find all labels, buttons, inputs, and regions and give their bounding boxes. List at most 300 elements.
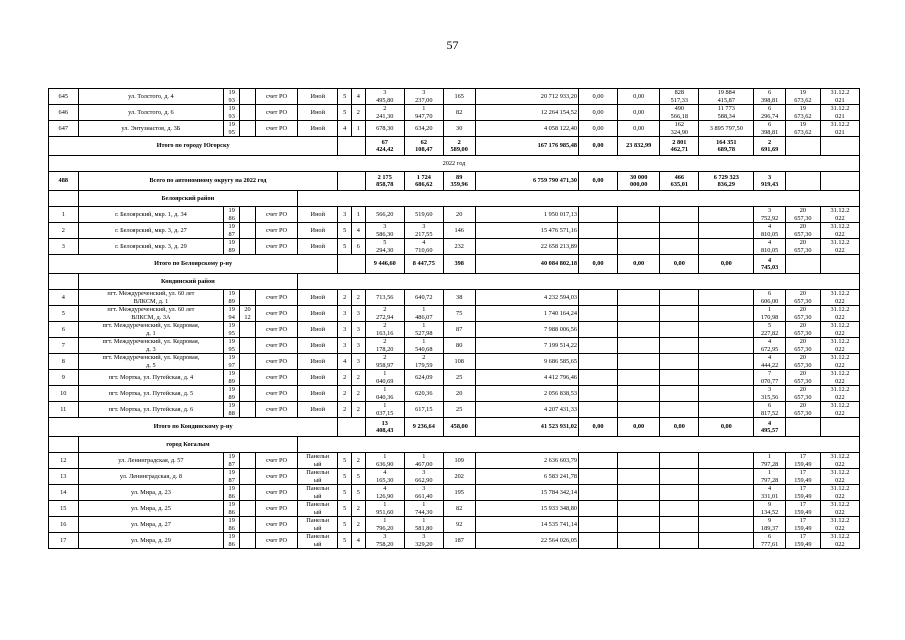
living-area: 1 467,00 [404, 453, 443, 469]
total-cost: 1 740 164,24 [475, 306, 578, 322]
limit-cost: 17 159,49 [785, 469, 820, 485]
account-type: счет РО [255, 306, 297, 322]
row-number: 4 [49, 290, 79, 306]
year-commission [240, 533, 256, 549]
local-cost [660, 354, 699, 370]
living-area: 9 236,64 [404, 418, 443, 437]
local-cost [660, 306, 699, 322]
fund-cost [579, 386, 618, 402]
limit-cost: 19 673,62 [785, 121, 820, 137]
budget-cost: 0,00 [618, 89, 660, 105]
fund-cost: 0,00 [579, 89, 618, 105]
year-commission [240, 89, 256, 105]
total-area: 4 126,90 [365, 485, 404, 501]
total-cost: 7 988 006,56 [475, 322, 578, 338]
residents: 20 [443, 207, 475, 223]
row-number: 9 [49, 370, 79, 386]
floors: 3 [338, 207, 352, 223]
spacer [49, 274, 79, 290]
account-type: счет РО [255, 105, 297, 121]
total-cost: 41 523 931,02 [475, 418, 578, 437]
unit-cost: 4 672,95 [754, 338, 786, 354]
year: 19 89 [224, 386, 240, 402]
total-cost: 15 784 342,14 [475, 485, 578, 501]
section-title: город Когалым [78, 437, 298, 453]
total-area: 1 796,20 [365, 517, 404, 533]
row-number: 17 [49, 533, 79, 549]
unit-cost: 4 810,05 [754, 239, 786, 255]
owners-cost: 6 729 323 836,29 [699, 172, 754, 191]
limit-cost: 20 657,30 [785, 402, 820, 418]
budget-cost [618, 338, 660, 354]
year-commission [240, 469, 256, 485]
owners-cost: 164 351 689,78 [699, 137, 754, 156]
wall-type: Панельн ый [298, 453, 338, 469]
total-cost: 6 759 790 471,30 [475, 172, 578, 191]
row-number: 1 [49, 207, 79, 223]
fund-cost [579, 306, 618, 322]
limit-cost: 20 657,30 [785, 370, 820, 386]
local-cost: 490 566,18 [660, 105, 699, 121]
total-area: 3 586,30 [365, 223, 404, 239]
table-row [49, 121, 860, 137]
wall-type: Иной [298, 290, 338, 306]
owners-cost: 3 895 797,50 [699, 121, 754, 137]
total-cost: 14 535 741,14 [475, 517, 578, 533]
row-number: 12 [49, 453, 79, 469]
owners-cost [699, 402, 754, 418]
living-area: 3 237,00 [404, 89, 443, 105]
fund-cost [579, 370, 618, 386]
deadline: 31.12.2 022 [820, 469, 859, 485]
budget-cost [618, 469, 660, 485]
table-row [49, 354, 860, 370]
residents: 398 [443, 255, 475, 274]
wall-type: Иной [298, 207, 338, 223]
wall-type: Иной [298, 386, 338, 402]
budget-cost: 23 832,99 [618, 137, 660, 156]
table-row [49, 453, 860, 469]
year: 19 94 [224, 306, 240, 322]
limit-cost: 20 657,30 [785, 207, 820, 223]
row-number: 645 [49, 89, 79, 105]
wall-type: Иной [298, 402, 338, 418]
year: 19 95 [224, 121, 240, 137]
address: ул. Мира, д. 27 [78, 517, 224, 533]
year: 19 86 [224, 517, 240, 533]
owners-cost [699, 386, 754, 402]
fund-cost [579, 354, 618, 370]
budget-cost [618, 290, 660, 306]
spacer [49, 437, 79, 453]
address: ул. Энтузиастов, д. 3Б [78, 121, 224, 137]
year: 19 95 [224, 322, 240, 338]
owners-cost [699, 501, 754, 517]
total-cost: 15 933 348,80 [475, 501, 578, 517]
local-cost [660, 485, 699, 501]
wall-type: Иной [298, 89, 338, 105]
address: г. Белоярский, мкр. 1, д. 34 [78, 207, 224, 223]
floors: 5 [338, 501, 352, 517]
address: пгт. Междуреченский, ул. Кедровая, д. 3 [78, 338, 224, 354]
deadline: 31.12.2 022 [820, 223, 859, 239]
row-number: 11 [49, 402, 79, 418]
residents: 75 [443, 306, 475, 322]
deadline: 31.12.2 022 [820, 386, 859, 402]
floors: 3 [338, 306, 352, 322]
floors: 5 [338, 469, 352, 485]
local-cost [660, 517, 699, 533]
deadline: 31.12.2 022 [820, 453, 859, 469]
address: ул. Ленинградская, д. 57 [78, 453, 224, 469]
fund-cost: 0,00 [579, 172, 618, 191]
limit-cost: 20 657,30 [785, 239, 820, 255]
local-cost [660, 338, 699, 354]
living-area: 519,60 [404, 207, 443, 223]
entrances: 2 [352, 402, 366, 418]
table-row [49, 322, 860, 338]
living-area: 1 724 686,62 [404, 172, 443, 191]
year-commission [240, 386, 256, 402]
budget-cost [618, 370, 660, 386]
deadline: 31.12.2 022 [820, 322, 859, 338]
limit-cost: 19 673,62 [785, 89, 820, 105]
total-area: 2 163,16 [365, 322, 404, 338]
total-area: 1 040,69 [365, 370, 404, 386]
fund-cost [579, 207, 618, 223]
owners-cost [699, 453, 754, 469]
limit-cost: 20 657,30 [785, 290, 820, 306]
table-row [49, 338, 860, 354]
year-commission [240, 121, 256, 137]
residents: 20 [443, 386, 475, 402]
year: 19 87 [224, 469, 240, 485]
year-commission [240, 322, 256, 338]
total-area: 2 958,97 [365, 354, 404, 370]
row-number: 6 [49, 322, 79, 338]
floors: 2 [338, 386, 352, 402]
wall-type: Панельн ый [298, 517, 338, 533]
total-cost: 167 176 985,48 [475, 137, 578, 156]
local-cost [660, 533, 699, 549]
local-cost [660, 322, 699, 338]
owners-cost [699, 517, 754, 533]
residents: 25 [443, 402, 475, 418]
floors: 5 [338, 239, 352, 255]
floors: 4 [338, 121, 352, 137]
budget-cost [618, 306, 660, 322]
spacer [49, 191, 79, 207]
floors: 5 [338, 223, 352, 239]
floors: 5 [338, 517, 352, 533]
year-commission [240, 485, 256, 501]
unit-cost: 2 691,69 [754, 137, 786, 156]
total-area: 2 241,30 [365, 105, 404, 121]
row-number: 5 [49, 306, 79, 322]
unit-cost: 4 745,03 [754, 255, 786, 274]
year-commission [240, 338, 256, 354]
local-cost [660, 207, 699, 223]
owners-cost: 11 773 588,34 [699, 105, 754, 121]
deadline: 31.12.2 021 [820, 121, 859, 137]
total-area: 2 272,94 [365, 306, 404, 322]
residents: 92 [443, 517, 475, 533]
address: ул. Мира, д. 29 [78, 533, 224, 549]
total-area: 4 165,30 [365, 469, 404, 485]
local-cost [660, 501, 699, 517]
deadline: 31.12.2 022 [820, 517, 859, 533]
local-cost [660, 290, 699, 306]
total-row-kondinsky [49, 418, 860, 437]
living-area: 1 581,80 [404, 517, 443, 533]
owners-cost [699, 354, 754, 370]
blank [338, 418, 365, 437]
deadline [820, 172, 859, 191]
total-area: 566,20 [365, 207, 404, 223]
total-label: Итого по Белоярскому р-ну [49, 255, 338, 274]
owners-cost: 0,00 [699, 418, 754, 437]
row-number: 8 [49, 354, 79, 370]
limit-cost: 17 159,49 [785, 533, 820, 549]
floors: 2 [338, 402, 352, 418]
wall-type: Панельн ый [298, 533, 338, 549]
fund-cost [579, 239, 618, 255]
wall-type: Панельн ый [298, 485, 338, 501]
year-commission [240, 290, 256, 306]
page-number: 57 [446, 38, 459, 52]
address: ул. Мира, д. 23 [78, 485, 224, 501]
table-row [49, 223, 860, 239]
year: 19 89 [224, 239, 240, 255]
fund-cost [579, 338, 618, 354]
total-cost: 2 056 838,53 [475, 386, 578, 402]
account-type: счет РО [255, 517, 297, 533]
residents: 87 [443, 322, 475, 338]
wall-type: Иной [298, 223, 338, 239]
address: ул. Мира, д. 25 [78, 501, 224, 517]
deadline [820, 255, 859, 274]
total-cost: 4 412 796,46 [475, 370, 578, 386]
total-area: 3 758,20 [365, 533, 404, 549]
deadline: 31.12.2 022 [820, 290, 859, 306]
wall-type: Иной [298, 370, 338, 386]
budget-cost [618, 354, 660, 370]
unit-cost: 6 606,00 [754, 290, 786, 306]
budget-cost [618, 223, 660, 239]
fund-cost [579, 501, 618, 517]
year: 19 87 [224, 223, 240, 239]
deadline: 31.12.2 022 [820, 338, 859, 354]
floors: 5 [338, 89, 352, 105]
residents: 202 [443, 469, 475, 485]
residents: 146 [443, 223, 475, 239]
entrances: 1 [352, 207, 366, 223]
local-cost [660, 402, 699, 418]
total-cost: 40 084 802,18 [475, 255, 578, 274]
budget-cost [618, 517, 660, 533]
address: пгт. Мортка, ул. Путейская, д. 6 [78, 402, 224, 418]
account-type: счет РО [255, 501, 297, 517]
floors: 2 [338, 290, 352, 306]
year: 19 89 [224, 290, 240, 306]
total-area: 1 951,60 [365, 501, 404, 517]
address: ул. Толстого, д. 6 [78, 105, 224, 121]
total-cost: 20 712 933,20 [475, 89, 578, 105]
unit-cost: 6 817,52 [754, 402, 786, 418]
total-area: 678,30 [365, 121, 404, 137]
owners-cost [699, 223, 754, 239]
local-cost: 828 517,33 [660, 89, 699, 105]
total-cost: 22 564 026,05 [475, 533, 578, 549]
total-cost: 15 476 571,16 [475, 223, 578, 239]
limit-cost [785, 137, 820, 156]
entrances: 4 [352, 533, 366, 549]
table-row [49, 501, 860, 517]
living-area: 8 447,75 [404, 255, 443, 274]
limit-cost: 20 657,30 [785, 322, 820, 338]
fund-cost: 0,00 [579, 418, 618, 437]
total-cost: 22 658 213,89 [475, 239, 578, 255]
blank [298, 437, 860, 453]
deadline: 31.12.2 022 [820, 402, 859, 418]
unit-cost: 4 495,57 [754, 418, 786, 437]
blank [338, 137, 365, 156]
account-type: счет РО [255, 485, 297, 501]
row-number: 3 [49, 239, 79, 255]
row-number: 10 [49, 386, 79, 402]
local-cost [660, 386, 699, 402]
floors: 3 [338, 322, 352, 338]
floors: 5 [338, 533, 352, 549]
local-cost: 2 801 462,71 [660, 137, 699, 156]
account-type: счет РО [255, 402, 297, 418]
address: пгт. Мортка, ул. Путейская, д. 5 [78, 386, 224, 402]
total-cost: 12 264 154,52 [475, 105, 578, 121]
owners-cost [699, 370, 754, 386]
year-commission [240, 517, 256, 533]
year: 19 95 [224, 338, 240, 354]
table-row [49, 485, 860, 501]
section-kogalym [49, 437, 860, 453]
table-row [49, 207, 860, 223]
total-area: 2 178,20 [365, 338, 404, 354]
unit-cost: 7 070,77 [754, 370, 786, 386]
residents: 38 [443, 290, 475, 306]
total-cost: 2 636 603,79 [475, 453, 578, 469]
address: г. Белоярский, мкр. 3, д. 27 [78, 223, 224, 239]
wall-type: Иной [298, 322, 338, 338]
deadline: 31.12.2 022 [820, 485, 859, 501]
year-commission [240, 239, 256, 255]
blank [298, 191, 860, 207]
year-commission: 20 12 [240, 306, 256, 322]
limit-cost: 17 159,49 [785, 453, 820, 469]
wall-type: Панельн ый [298, 501, 338, 517]
unit-cost: 4 810,05 [754, 223, 786, 239]
fund-cost: 0,00 [579, 137, 618, 156]
unit-cost: 4 444,22 [754, 354, 786, 370]
fund-cost: 0,00 [579, 105, 618, 121]
unit-cost: 6 296,74 [754, 105, 786, 121]
account-type: счет РО [255, 89, 297, 105]
register-table [48, 88, 860, 549]
total-cost: 4 207 431,33 [475, 402, 578, 418]
local-cost: 466 635,01 [660, 172, 699, 191]
unit-cost: 6 777,61 [754, 533, 786, 549]
living-area: 3 662,90 [404, 469, 443, 485]
year-heading: 2022 год [49, 156, 860, 172]
total-label: Итого по Кондинскому р-ну [49, 418, 338, 437]
address: ул. Ленинградская, д. 8 [78, 469, 224, 485]
row-number: 646 [49, 105, 79, 121]
fund-cost [579, 453, 618, 469]
fund-cost [579, 533, 618, 549]
unit-cost: 1 170,98 [754, 306, 786, 322]
total-area: 5 294,30 [365, 239, 404, 255]
address: г. Белоярский, мкр. 3, д. 29 [78, 239, 224, 255]
living-area: 620,36 [404, 386, 443, 402]
total-area: 3 495,80 [365, 89, 404, 105]
row-number: 15 [49, 501, 79, 517]
year: 19 86 [224, 533, 240, 549]
total-area: 1 040,36 [365, 386, 404, 402]
floors: 5 [338, 453, 352, 469]
table-row [49, 306, 860, 322]
year-commission [240, 354, 256, 370]
residents: 109 [443, 453, 475, 469]
total-cost: 4 232 594,03 [475, 290, 578, 306]
year: 19 86 [224, 207, 240, 223]
living-area: 62 108,47 [404, 137, 443, 156]
living-area: 1 947,70 [404, 105, 443, 121]
owners-cost: 0,00 [699, 255, 754, 274]
deadline: 31.12.2 022 [820, 306, 859, 322]
row-number: 7 [49, 338, 79, 354]
entrances: 3 [352, 338, 366, 354]
living-area: 3 661,40 [404, 485, 443, 501]
table-row [49, 239, 860, 255]
budget-cost [618, 207, 660, 223]
floors: 3 [338, 338, 352, 354]
total-row-yugorsk [49, 137, 860, 156]
deadline [820, 137, 859, 156]
fund-cost [579, 322, 618, 338]
year: 19 89 [224, 370, 240, 386]
blank [298, 274, 860, 290]
fund-cost [579, 517, 618, 533]
table-row [49, 290, 860, 306]
total-cost: 7 199 514,22 [475, 338, 578, 354]
year: 19 93 [224, 89, 240, 105]
entrances: 2 [352, 370, 366, 386]
local-cost [660, 453, 699, 469]
entrances: 3 [352, 354, 366, 370]
living-area: 634,20 [404, 121, 443, 137]
residents: 30 [443, 121, 475, 137]
owners-cost [699, 533, 754, 549]
residents: 232 [443, 239, 475, 255]
section-beloyarsky [49, 191, 860, 207]
limit-cost: 17 159,49 [785, 485, 820, 501]
year-commission [240, 402, 256, 418]
table-row [49, 105, 860, 121]
deadline: 31.12.2 022 [820, 370, 859, 386]
total-label: Всего по автономному округу на 2022 год [78, 172, 338, 191]
entrances: 2 [352, 386, 366, 402]
year-commission [240, 207, 256, 223]
fund-cost: 0,00 [579, 121, 618, 137]
residents: 89 359,96 [443, 172, 475, 191]
